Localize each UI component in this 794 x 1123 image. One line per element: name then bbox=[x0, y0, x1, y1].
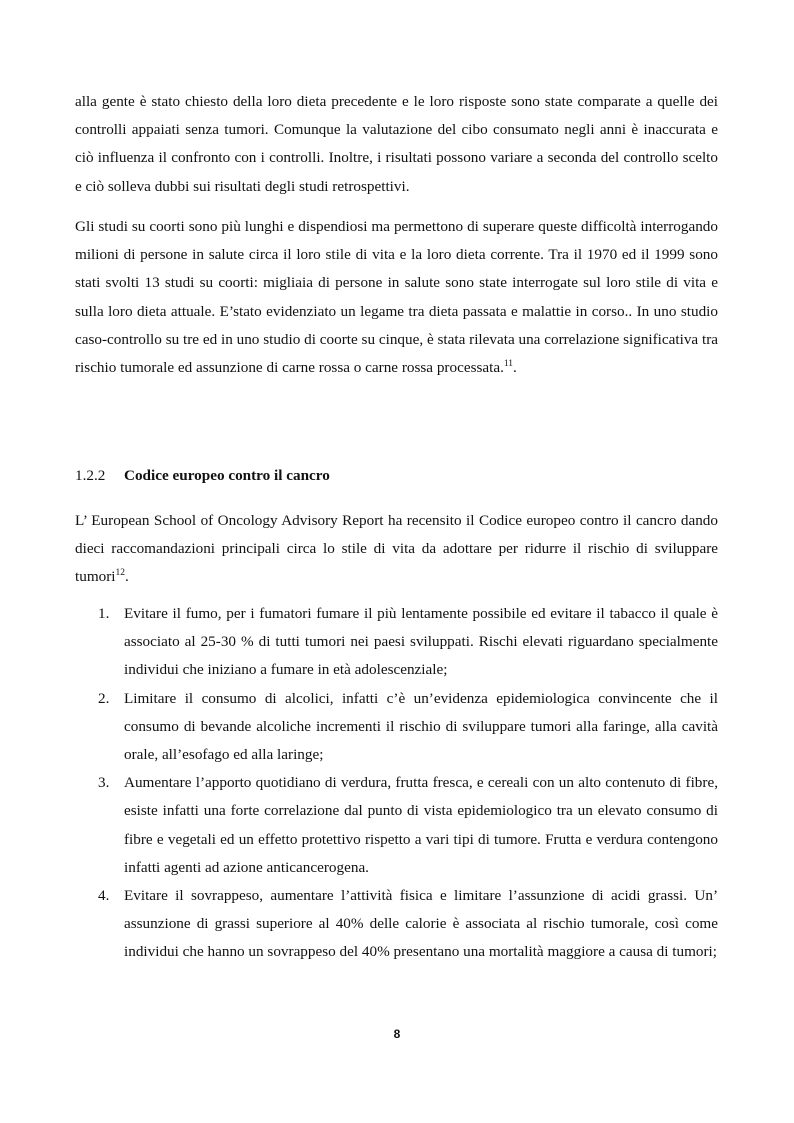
paragraph-case-control: alla gente è stato chiesto della loro dieta precedente e le loro risposte sono state comparate a quelle dei controlli appaiati senza tumori. Comunque la valutazione del cibo consumato negli anni è inaccurata e ciò influenza il confronto con i controlli. Inoltre, i risultati possono variare a seconda del controllo scelto e ciò solleva dubbi sui risultati degli studi retrospettivi. bbox=[75, 93, 718, 195]
list-item bbox=[75, 685, 718, 770]
list-item-text: Evitare il fumo, per i fumatori fumare il più lentamente possibile ed evitare il tabacco il quale è associato al 25-30 % di tutti tumori nei paesi sviluppati. Rischi elevati riguardano specialmente individui che iniziano a fumare in età adolescenziale; bbox=[124, 605, 718, 679]
list-item bbox=[75, 600, 718, 685]
list-marker: 2. bbox=[98, 689, 110, 707]
paragraph-cohort-studies bbox=[75, 213, 718, 382]
footnote-ref: 12 bbox=[115, 568, 125, 579]
list-item bbox=[75, 882, 718, 967]
list-item-text: Evitare il sovrappeso, aumentare l’attività fisica e limitare l’assunzione di acidi grassi. Un’ assunzione di grassi superiore al 40% delle calorie è associata al rischio tumorale, così come individui che hanno un sovrappeso del 40% presentano una mortalità maggiore a causa di tumori; bbox=[124, 887, 718, 961]
page-number: 8 bbox=[393, 1027, 401, 1041]
recommendation-list bbox=[75, 600, 718, 967]
paragraph-end: . bbox=[125, 568, 129, 586]
paragraph-text: L’ European School of Oncology Advisory Report ha recensito il Codice europeo contro il cancro dando dieci raccomandazioni principali circa lo stile di vita da adottare per ridurre il rischio di sviluppare tumori bbox=[75, 512, 718, 586]
footnote-ref: 11 bbox=[503, 359, 514, 370]
paragraph-end: . bbox=[513, 359, 517, 377]
list-marker: 1. bbox=[98, 605, 110, 622]
list-item-text: Aumentare l’apporto quotidiano di verdura, frutta fresca, e cereali con un alto contenuto di fibre, esiste infatti una forte correlazione dal punto di vista epidemiologico tra un elevato consumo di fibre e vegetali ed un effetto protettivo rispetto a vari tipi di tumore. Frutta e verdura contengono infatti agenti ad azione anticancerogena. bbox=[124, 774, 718, 876]
paragraph-intro bbox=[75, 507, 718, 592]
list-marker: 4. bbox=[98, 887, 110, 905]
section-number: 1.2.2 bbox=[75, 467, 106, 484]
section-heading bbox=[75, 466, 330, 486]
paragraph-text: Gli studi su coorti sono più lunghi e dispendiosi ma permettono di superare queste difficoltà interrogando milioni di persone in salute circa il loro stile di vita e la loro dieta corrente. Tra il 1970 ed il 1999 sono stati svolti 13 studi su coorti: migliaia di persone in salute sono state interrogate sul loro stile di vita e sulla loro dieta attuale. E’stato evidenziato un legame tra dieta passata e malattie in corso.. In uno studio caso-controllo su tre ed in uno studio di coorte su cinque, è stata rilevata una correlazione significativa tra rischio tumorale ed assunzione di carne rossa o carne rossa processata. bbox=[75, 218, 718, 377]
list-item-text: Limitare il consumo di alcolici, infatti c’è un’evidenza epidemiologica convincente che il consumo di bevande alcoliche incrementi il rischio di sviluppare tumori alla faringe, alla cavità orale, all’esofago ed alla laringe; bbox=[124, 689, 718, 764]
section-title: Codice europeo contro il cancro bbox=[124, 467, 330, 484]
list-item bbox=[75, 769, 718, 882]
list-marker: 3. bbox=[98, 774, 110, 792]
